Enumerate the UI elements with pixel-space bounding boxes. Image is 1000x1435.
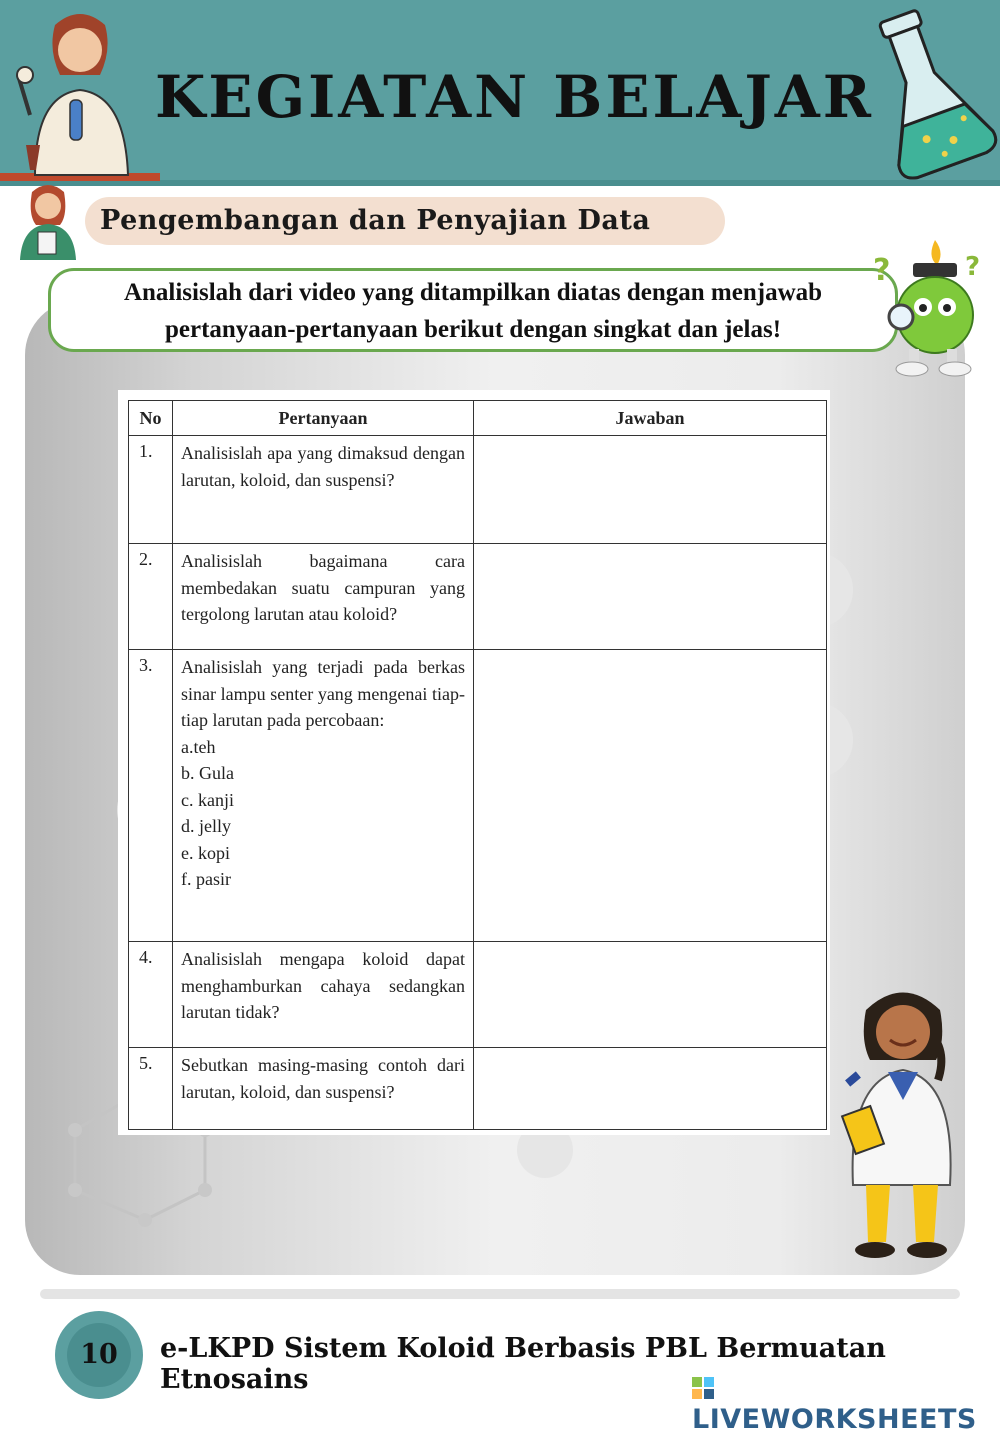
question-text: Analisislah apa yang dimaksud dengan larutan, koloid, dan suspensi? — [173, 436, 474, 544]
liveworksheets-logo[interactable] — [692, 1373, 1000, 1435]
footer-title: e-LKPD Sistem Koloid Berbasis PBL Bermuatan Etnosains — [160, 1333, 886, 1395]
instruction-text — [48, 274, 898, 348]
section-title: Pengembangan dan Penyajian Data — [100, 205, 651, 236]
answer-cell[interactable] — [474, 942, 827, 1048]
page-number: 10 — [80, 1339, 118, 1370]
question-text: Analisislah bagaimana cara membedakan suatu campuran yang tergolong larutan atau koloid? — [173, 544, 474, 650]
header-question: Pertanyaan — [173, 401, 474, 436]
svg-text:?: ? — [873, 253, 891, 288]
row-number: 4. — [129, 942, 173, 1048]
option-item: e. kopi — [181, 842, 230, 863]
question-cell — [173, 650, 474, 942]
answer-cell[interactable] — [474, 436, 827, 544]
option-item: d. jelly — [181, 816, 231, 836]
table-row — [129, 1048, 827, 1130]
question-text: Analisislah yang terjadi pada berkas sinar lampu senter yang mengenai tiap-tiap larutan pada percobaan: — [181, 657, 465, 730]
scientist-girl-illustration — [828, 980, 963, 1270]
option-item: b. Gula — [181, 763, 234, 783]
question-text: Sebutkan masing-masing contoh dari larutan, koloid, dan suspensi? — [173, 1048, 474, 1130]
flask-illustration — [860, 0, 1000, 180]
svg-text:?: ? — [965, 252, 981, 282]
answer-cell[interactable] — [474, 544, 827, 650]
option-item: a.teh — [181, 736, 216, 757]
instruction-line-1: Analisislah dari video yang ditampilkan diatas dengan menjawab — [123, 279, 823, 306]
question-table — [128, 400, 827, 1130]
table-row — [129, 436, 827, 544]
mascot-illustration — [865, 235, 995, 380]
header-answer: Jawaban — [474, 401, 827, 436]
answer-cell[interactable] — [474, 650, 827, 942]
footer-divider — [40, 1289, 960, 1299]
liveworksheets-icon — [692, 1377, 714, 1399]
question-text: Analisislah mengapa koloid dapat menghamburkan cahaya sedangkan larutan tidak? — [173, 942, 474, 1048]
answer-cell[interactable] — [474, 1048, 827, 1130]
table-header-row — [129, 401, 827, 436]
option-item: c. kanji — [181, 789, 234, 810]
option-item: f. pasir — [181, 869, 231, 889]
table-row — [129, 650, 827, 942]
instruction-line-2: pertanyaan-pertanyaan berikut dengan singkat dan jelas! — [164, 316, 782, 343]
table-row — [129, 942, 827, 1048]
row-number: 1. — [129, 436, 173, 544]
table-row — [129, 544, 827, 650]
scientist-illustration — [0, 5, 160, 183]
row-number: 2. — [129, 544, 173, 650]
liveworksheets-text: LIVEWORKSHEETS — [692, 1404, 977, 1435]
row-number: 3. — [129, 650, 173, 942]
page-title: KEGIATAN BELAJAR — [155, 63, 874, 131]
header-no: No — [129, 401, 173, 436]
row-number: 5. — [129, 1048, 173, 1130]
student-icon — [12, 180, 84, 260]
